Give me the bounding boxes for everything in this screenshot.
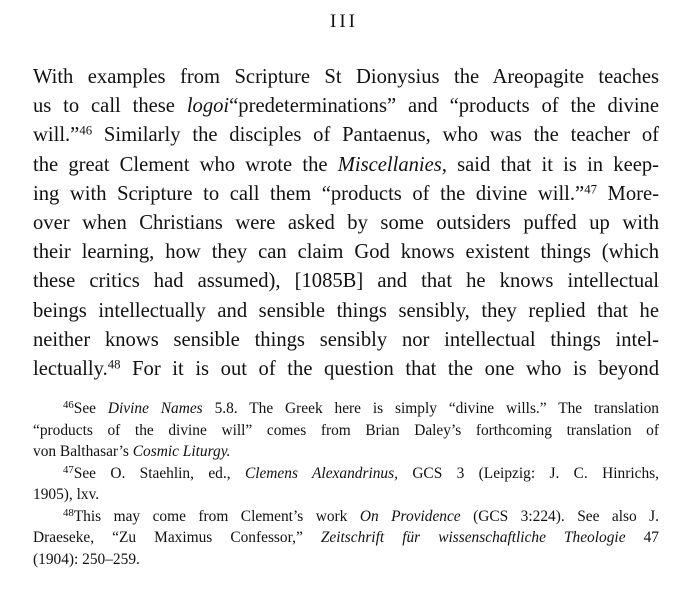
italic-title-on-providence: On Providence xyxy=(359,507,461,525)
italic-title-miscellanies: Miscellanies, xyxy=(337,153,447,176)
body-text-run: With examples from Scripture St Dionysius the Areopagite teaches xyxy=(33,66,659,88)
footnote-ref-46: 46 xyxy=(79,124,93,139)
body-line-9 xyxy=(33,297,659,326)
body-text-run: over when Christians were asked by some outsiders puffed up with xyxy=(33,212,659,235)
section-number: III xyxy=(330,11,358,32)
body-text-run: Similarly the disciples of Pantaenus, who was the teacher of xyxy=(92,124,659,147)
footnote-ref-48: 48 xyxy=(107,357,121,372)
italic-title-zeitschrift: Zeitschrift für wissenschaftliche Theologie xyxy=(320,529,626,546)
footnote-text-run: (1904): 250–259. xyxy=(33,550,140,568)
body-line-3 xyxy=(33,121,659,150)
body-text-run: neither knows sensible things sensibly nor intellectual things intel- xyxy=(33,328,659,351)
footnote-47-end xyxy=(33,484,659,506)
body-line-11 xyxy=(33,355,659,384)
body-text-run: these critics had assumed), [1085B] and that he knows intellectual xyxy=(33,270,659,293)
footnote-number-48: 48 xyxy=(63,506,74,519)
body-line-6 xyxy=(33,209,659,238)
body-line-1 xyxy=(33,63,659,92)
body-text-run: For it is out of the question that the one who is beyond xyxy=(120,358,659,381)
footnote-46 xyxy=(33,398,659,420)
body-line-10 xyxy=(33,326,659,355)
footnote-46-continued xyxy=(33,420,659,442)
body-line-8 xyxy=(33,267,659,296)
body-text-run: us to call these xyxy=(33,95,187,118)
footnote-48-end xyxy=(33,549,659,571)
footnote-text-run: 5.8. The Greek here is simply “divine wills.” The translation xyxy=(202,400,659,417)
footnote-48 xyxy=(33,506,659,528)
italic-title-clemens-alexandrinus: Clemens Alexandrinus, xyxy=(244,464,398,482)
footnote-number-46: 46 xyxy=(63,399,74,412)
body-line-7 xyxy=(33,238,659,267)
italic-term-logoi: logoi xyxy=(186,95,230,118)
footnote-number-47: 47 xyxy=(63,463,74,476)
footnote-text-run: See xyxy=(73,400,108,417)
italic-title-divine-names: Divine Names xyxy=(107,400,203,417)
footnote-text-run: GCS 3 (Leipzig: J. C. Hinrichs, xyxy=(397,464,659,482)
body-line-5 xyxy=(33,180,659,209)
body-text-run: will.” xyxy=(33,124,80,147)
footnotes-section xyxy=(33,398,659,570)
main-paragraph xyxy=(33,63,659,384)
footnote-text-run: See O. Staehlin, ed., xyxy=(73,464,245,482)
footnote-47 xyxy=(33,463,659,485)
body-text-run: the great Clement who wrote the xyxy=(33,153,338,176)
footnote-text-run: “products of the divine will” comes from Brian Daley’s forthcoming translation of xyxy=(33,421,659,439)
italic-title-cosmic-liturgy: Cosmic Liturgy. xyxy=(132,443,231,460)
body-text-run: ing with Scripture to call them “products of the divine will.” xyxy=(33,182,585,205)
body-text-run: More- xyxy=(596,182,659,205)
footnote-46-end xyxy=(33,441,659,463)
footnote-text-run: Draeseke, “Zu Maximus Confessor,” xyxy=(33,529,321,546)
footnote-text-run: 47 xyxy=(625,529,659,546)
body-line-4 xyxy=(33,151,659,180)
footnote-ref-47: 47 xyxy=(584,182,597,197)
footnote-text-run: 1905), lxv. xyxy=(33,486,100,503)
body-text-run: beings intellectually and sensible things sensibly, they replied that he xyxy=(33,299,659,322)
footnote-text-run: von Balthasar’s xyxy=(33,443,133,460)
body-text-run: “predeterminations” and “products of the divine xyxy=(229,95,659,118)
body-text-run: lectually. xyxy=(33,358,108,381)
body-text-run: said that it is in keep- xyxy=(446,153,660,176)
footnote-text-run: This may come from Clement’s work xyxy=(73,507,360,525)
footnote-48-continued xyxy=(33,527,659,549)
footnote-text-run: (GCS 3:224). See also J. xyxy=(460,507,660,525)
body-line-2 xyxy=(33,92,659,121)
body-text-run: their learning, how they can claim God knows existent things (which xyxy=(33,241,659,264)
